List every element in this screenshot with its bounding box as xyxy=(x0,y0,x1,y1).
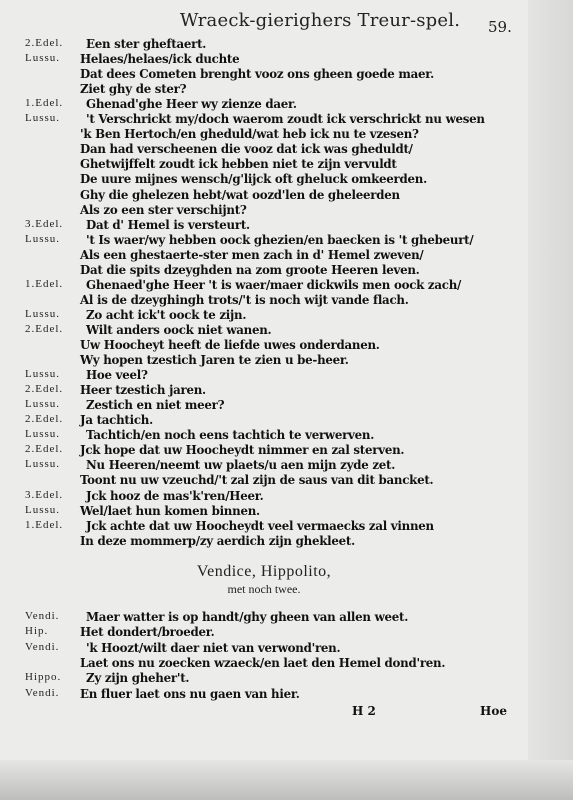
verse-text: Als zo een ster verschijnt? xyxy=(80,202,247,217)
verse-text: De uure mijnes wensch/g'lijck oft gheluck omkeerden. xyxy=(80,172,427,187)
verse-text: Wilt anders oock niet wanen. xyxy=(86,322,272,337)
verse-line xyxy=(0,489,528,505)
verse-line xyxy=(0,353,528,369)
verse-line xyxy=(0,172,528,188)
speaker-label: Lussu. xyxy=(25,232,61,245)
speaker-label: 2.Edel. xyxy=(25,322,64,335)
verse-text: 't Is waer/wy hebben oock ghezien/en baecken is 't ghebeurt/ xyxy=(86,232,474,247)
page-number: 59. xyxy=(488,18,512,36)
verse-line xyxy=(0,383,528,399)
verse-line xyxy=(0,188,528,204)
verse-line xyxy=(0,293,528,309)
speaker-label: 2.Edel. xyxy=(25,383,64,396)
verse-text: Tachtich/en noch eens tachtich te verwerven. xyxy=(86,428,375,443)
verse-line xyxy=(0,278,528,294)
scene-subheading: met noch twee. xyxy=(227,582,301,596)
verse-line xyxy=(0,641,528,657)
verse-text: Dat die spits dzeyghden na zom groote Heeren leven. xyxy=(80,262,420,277)
speaker-label: Lussu. xyxy=(25,307,61,320)
speaker-label: Vendi. xyxy=(25,686,60,699)
signature-mark: H 2 xyxy=(352,704,376,718)
verse-text: Nu Heeren/neemt uw plaets/u aen mijn zyde zet. xyxy=(86,458,396,473)
verse-text: In deze mommerp/zy aerdich zijn ghekleet. xyxy=(80,533,355,548)
facing-page-edge xyxy=(528,0,573,800)
verse-line xyxy=(0,82,528,98)
verse-line xyxy=(0,112,528,128)
verse-line xyxy=(0,323,528,339)
verse-text: Ja tachtich. xyxy=(80,413,153,428)
verse-line xyxy=(0,443,528,459)
verse-text: Jck hope dat uw Hoocheydt nimmer en zal sterven. xyxy=(80,443,405,458)
verse-text: Zy zijn gheher't. xyxy=(86,671,190,686)
verse-line xyxy=(0,413,528,429)
verse-text: Het dondert/broeder. xyxy=(80,625,215,640)
verse-text: Wy hopen tzestich Jaren te zien u be-heer. xyxy=(80,353,349,368)
verse-line xyxy=(0,610,528,626)
verse-line xyxy=(0,458,528,474)
verse-line xyxy=(0,248,528,264)
verse-line xyxy=(0,218,528,234)
verse-line xyxy=(0,671,528,687)
verse-line xyxy=(0,504,528,520)
verse-text: 'k Hoozt/wilt daer niet van verwond'ren. xyxy=(86,640,341,655)
running-header: Wraeck-gierighers Treur-spel. xyxy=(179,10,461,31)
speaker-label: Lussu. xyxy=(25,458,61,471)
verse-line xyxy=(0,97,528,113)
verse-line xyxy=(0,338,528,354)
verse-line xyxy=(0,534,528,550)
speaker-label: Lussu. xyxy=(25,368,61,381)
verse-text: Uw Hoocheyt heeft de liefde uwes onderdanen. xyxy=(80,338,380,352)
verse-text: Wel/laet hun komen binnen. xyxy=(80,503,260,518)
verse-text: Al is de dzeyghingh trots/'t is noch wijt vande flach. xyxy=(80,292,409,307)
speaker-label: 1.Edel. xyxy=(25,518,64,531)
verse-text: Ziet ghy de ster? xyxy=(80,82,187,97)
verse-text: Zestich en niet meer? xyxy=(86,398,225,413)
speaker-label: 1.Edel. xyxy=(25,97,64,110)
speaker-label: 2.Edel. xyxy=(25,443,64,456)
verse-line xyxy=(0,263,528,279)
verse-line xyxy=(0,308,528,324)
speaker-label: Hip. xyxy=(25,625,49,638)
verse-line xyxy=(0,368,528,384)
page-bottom-edge xyxy=(0,760,573,800)
verse-line xyxy=(0,625,528,641)
verse-text: Jck hooz de mas'k'ren/Heer. xyxy=(86,488,264,503)
speaker-label: 2.Edel. xyxy=(25,413,64,426)
verse-text: 't Verschrickt my/doch waerom zoudt ick verschrickt nu wesen xyxy=(86,112,485,127)
speaker-label: Vendi. xyxy=(25,640,60,653)
speaker-label: Lussu. xyxy=(25,428,61,441)
verse-text: Dat dees Cometen brenght vooz ons gheen goede maer. xyxy=(80,67,434,82)
verse-line xyxy=(0,52,528,68)
catchword: Hoe xyxy=(480,704,507,718)
speaker-label: Lussu. xyxy=(25,112,61,125)
verse-text: Jck achte dat uw Hoocheydt veel vermaecks zal vinnen xyxy=(86,518,434,533)
speaker-label: Lussu. xyxy=(25,52,61,65)
verse-line xyxy=(0,519,528,535)
speaker-label: 2.Edel. xyxy=(25,37,64,49)
verse-text: Zo acht ick't oock te zijn. xyxy=(86,307,247,322)
verse-text: Maer watter is op handt/ghy gheen van allen weet. xyxy=(86,610,409,624)
speaker-label: Lussu. xyxy=(25,503,61,516)
verse-text: Ghy die ghelezen hebt/wat oozd'len de gheleerden xyxy=(80,187,400,202)
speaker-label: Vendi. xyxy=(25,610,60,622)
verse-text: En fluer laet ons nu gaen van hier. xyxy=(80,686,300,701)
verse-text: Dan had verscheenen die vooz dat ick was gheduldt/ xyxy=(80,142,413,157)
speaker-label: 1.Edel. xyxy=(25,277,64,290)
verse-text: Hoe veel? xyxy=(86,368,148,383)
verse-text: Laet ons nu zoecken wzaeck/en laet den Hemel dond'ren. xyxy=(80,655,446,670)
verse-text: Toont nu uw vzeuchd/'t zal zijn de saus van dit bancket. xyxy=(80,473,434,488)
verse-line xyxy=(0,398,528,414)
verse-line xyxy=(0,428,528,444)
verse-line xyxy=(0,233,528,249)
verse-line xyxy=(0,687,528,703)
speaker-label: 3.Edel. xyxy=(25,217,64,230)
verse-line xyxy=(0,127,528,143)
verse-text: Dat d' Hemel is versteurt. xyxy=(86,217,250,232)
verse-text: Ghetwijffelt zoudt ick hebben niet te zijn vervuldt xyxy=(80,157,397,172)
verse-line xyxy=(0,203,528,219)
verse-text: Als een ghestaerte-ster men zach in d' Hemel zweven/ xyxy=(80,247,424,262)
verse-text: Een ster gheftaert. xyxy=(86,37,207,51)
verse-line xyxy=(0,473,528,489)
verse-text: 'k Ben Hertoch/en gheduld/wat heb ick nu te vzesen? xyxy=(80,127,419,142)
verse-text: Ghenaed'ghe Heer 't is waer/maer dickwils men oock zach/ xyxy=(86,277,462,292)
verse-text: Helaes/helaes/ick duchte xyxy=(80,52,240,67)
verse-text: Heer tzestich jaren. xyxy=(80,383,206,398)
verse-line xyxy=(0,67,528,83)
speaker-label: 3.Edel. xyxy=(25,488,64,501)
verse-text: Ghenad'ghe Heer wy zienze daer. xyxy=(86,97,297,112)
verse-line xyxy=(0,142,528,158)
scene-heading: Vendice, Hippolito, xyxy=(196,563,332,580)
verse-line xyxy=(0,157,528,173)
verse-line xyxy=(0,656,528,672)
verse-line xyxy=(0,37,528,53)
speaker-label: Hippo. xyxy=(25,671,62,684)
speaker-label: Lussu. xyxy=(25,398,61,411)
